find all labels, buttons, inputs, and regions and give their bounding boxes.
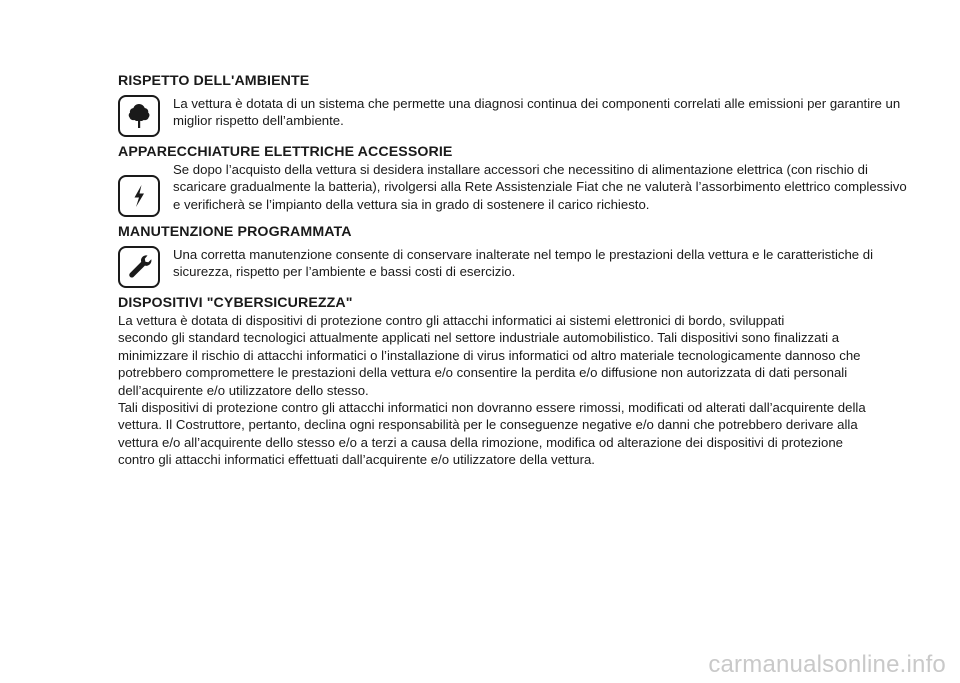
heading-cyber: DISPOSITIVI "CYBERSICUREZZA" xyxy=(118,295,353,311)
watermark: carmanualsonline.info xyxy=(708,651,946,678)
text-accessories xyxy=(173,161,908,213)
text-line: contro gli attacchi informatici effettuati dall’acquirente e/o utilizzatore della vettura. xyxy=(118,452,595,468)
section-accessories xyxy=(118,143,908,217)
manual-page xyxy=(118,72,908,475)
text-line: miglior rispetto dell’ambiente. xyxy=(173,113,344,129)
lightning-icon xyxy=(118,175,160,217)
section-maintenance xyxy=(118,223,908,288)
heading-accessories: APPARECCHIATURE ELETTRICHE ACCESSORIE xyxy=(118,144,453,160)
text-line: dell’acquirente e/o utilizzatore dello stesso. xyxy=(118,382,369,398)
tree-icon xyxy=(118,95,160,137)
text-maintenance xyxy=(173,246,908,281)
section-cyber xyxy=(118,294,908,469)
wrench-icon xyxy=(118,246,160,288)
text-line: vettura. Il Costruttore, pertanto, declina ogni responsabilità per le conseguenze negative e/o danni che potrebbero derivare alla xyxy=(118,417,858,433)
heading-environment: RISPETTO DELL'AMBIENTE xyxy=(118,73,310,89)
text-cyber xyxy=(118,312,908,469)
text-line: Tali dispositivi di protezione contro gli attacchi informatici non dovranno essere rimossi, modificati od alterati dall’acquirente della xyxy=(118,400,866,416)
text-line: Una corretta manutenzione consente di conservare inalterate nel tempo le prestazioni della vettura e le caratteristiche di xyxy=(173,247,874,262)
text-line: e verificherà se l’impianto della vettura sia in grado di sostenere il carico richiesto. xyxy=(173,196,650,212)
text-environment xyxy=(173,95,908,130)
text-line: La vettura è dotata di dispositivi di protezione contro gli attacchi informatici ai sistemi elettronici di bordo, sviluppati xyxy=(118,313,785,328)
text-line: potrebbero compromettere le prestazioni della vettura e/o consentire la perdita e/o diffusione non autorizzata di dati personali xyxy=(118,365,848,381)
text-line: La vettura è dotata di un sistema che permette una diagnosi continua dei componenti correlati alle emissioni per garantire un xyxy=(173,96,901,111)
text-line: scaricare gradualmente la batteria), rivolgersi alla Rete Assistenziale Fiat che ne valuterà l’assorbimento elettrico complessivo xyxy=(173,179,907,195)
text-line: sicurezza, rispetto per l’ambiente e bassi costi di esercizio. xyxy=(173,264,516,280)
text-line: minimizzare il rischio di attacchi informatici o l’installazione di virus informatici od altro materiale tecnologicamente dannoso che xyxy=(118,347,861,363)
text-line: secondo gli standard tecnologici attualmente applicati nel settore industriale automobilistico. Tali dispositivi sono finalizzati a xyxy=(118,330,840,346)
heading-maintenance: MANUTENZIONE PROGRAMMATA xyxy=(118,224,352,240)
section-environment xyxy=(118,72,908,137)
text-line: vettura e/o all’acquirente dello stesso e/o a terzi a causa della rimozione, modifica od alterazione dei dispositivi di protezione xyxy=(118,434,843,450)
text-line: Se dopo l’acquisto della vettura si desidera installare accessori che necessitino di alimentazione elettrica (con rischio di xyxy=(173,162,868,177)
